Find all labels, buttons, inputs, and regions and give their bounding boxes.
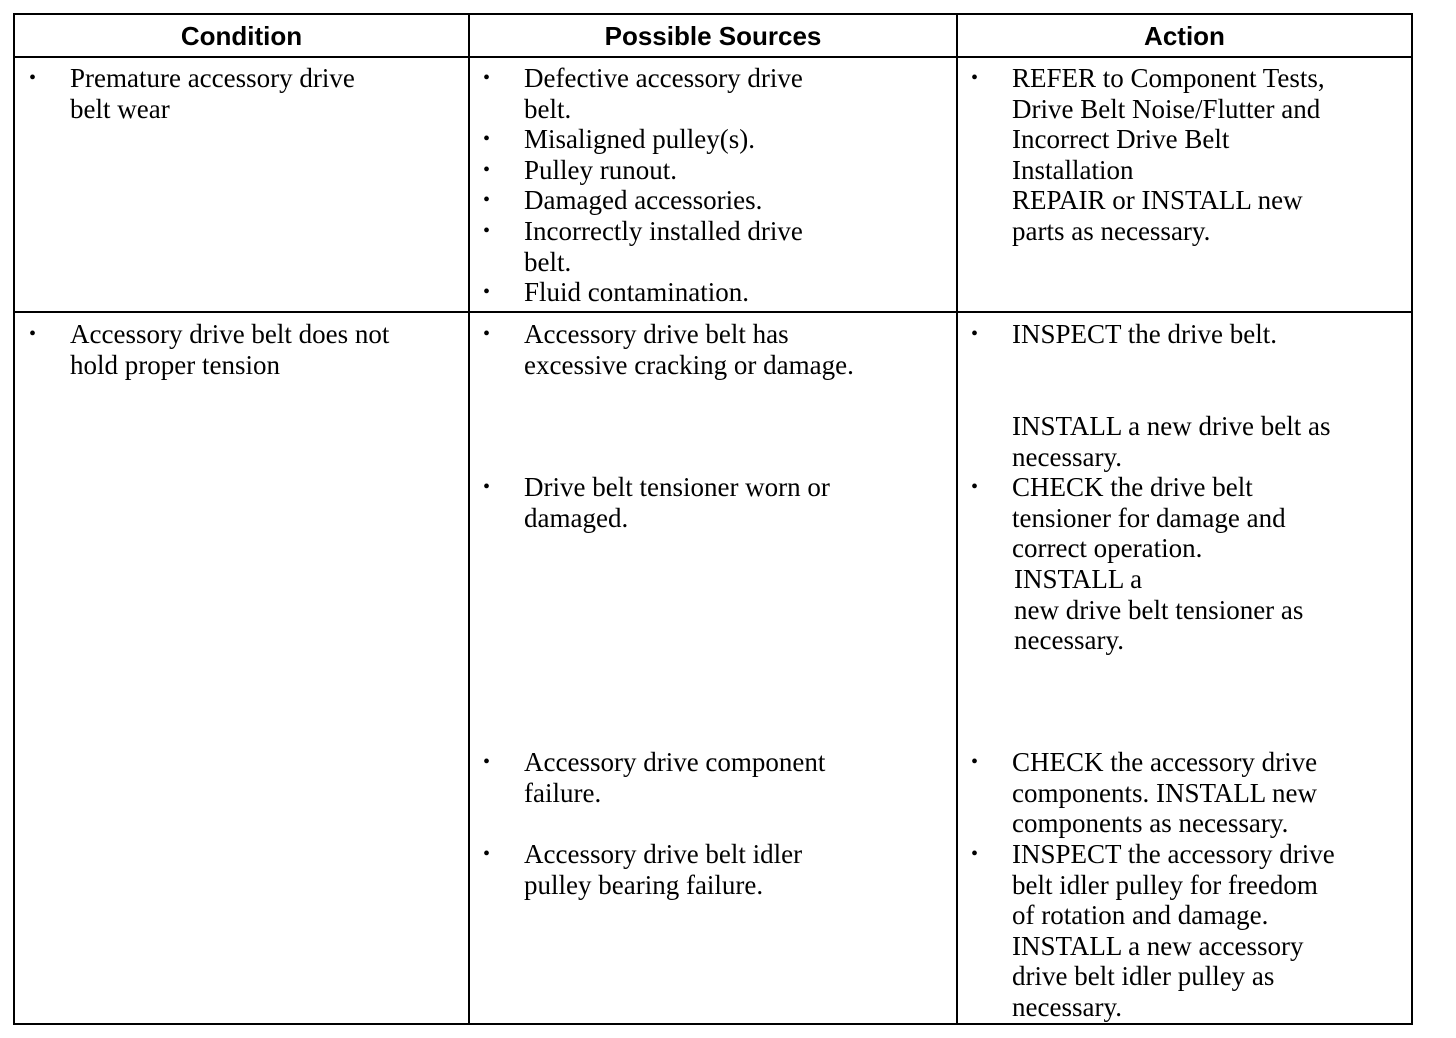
bullet-icon: • (483, 751, 491, 773)
row-2-action-1-followup: INSTALL a new drive belt as necessary. (1012, 411, 1331, 472)
bullet-icon: • (483, 220, 491, 242)
header-divider (15, 56, 1411, 58)
row-divider (15, 311, 1411, 313)
row-2-source-1: Accessory drive belt has excessive cracking or damage. (524, 319, 854, 380)
row-2-source-3: Accessory drive component failure. (524, 747, 826, 808)
row-2-action-2-followup: INSTALL a new drive belt tensioner as necessary. (1014, 564, 1304, 656)
row-2-action-3: CHECK the accessory drive components. INSTALL new components as necessary. (1012, 747, 1318, 839)
troubleshooting-table (13, 13, 1413, 1025)
row-2-action-2: CHECK the drive belt tensioner for damage and correct operation. (1012, 472, 1286, 564)
row-2-source-4: Accessory drive belt idler pulley bearing failure. (524, 839, 803, 900)
row-1-condition: Premature accessory drive belt wear (70, 63, 355, 124)
header-possible-sources: Possible Sources (604, 21, 822, 51)
bullet-icon: • (29, 323, 37, 345)
header-action: Action (1144, 21, 1225, 51)
bullet-icon: • (971, 751, 979, 773)
row-1-action-1: REFER to Component Tests, Drive Belt Noise/Flutter and Incorrect Drive Belt Installation REPAIR or INSTALL new parts as necessary. (1012, 63, 1325, 246)
bullet-icon: • (483, 476, 491, 498)
column-divider (956, 15, 958, 1023)
row-2-action-4: INSPECT the accessory drive belt idler pulley for freedom of rotation and damage. INSTALL a new accessory drive belt idler pulley as necessary. (1012, 839, 1335, 1022)
bullet-icon: • (971, 476, 979, 498)
bullet-icon: • (483, 281, 491, 303)
bullet-icon: • (483, 189, 491, 211)
row-2-condition: Accessory drive belt does not hold proper tension (70, 319, 390, 380)
bullet-icon: • (483, 128, 491, 150)
bullet-icon: • (483, 843, 491, 865)
row-1-source-3: Pulley runout. (524, 155, 677, 185)
column-divider (468, 15, 470, 1023)
row-1-source-5: Incorrectly installed drive belt. (524, 216, 803, 277)
bullet-icon: • (29, 67, 37, 89)
bullet-icon: • (971, 67, 979, 89)
row-1-source-4: Damaged accessories. (524, 185, 763, 215)
bullet-icon: • (483, 159, 491, 181)
header-condition: Condition (180, 21, 303, 51)
bullet-icon: • (971, 843, 979, 865)
bullet-icon: • (483, 67, 491, 89)
row-1-source-1: Defective accessory drive belt. (524, 63, 803, 124)
row-1-source-6: Fluid contamination. (524, 277, 749, 307)
bullet-icon: • (483, 323, 491, 345)
row-1-source-2: Misaligned pulley(s). (524, 124, 755, 154)
row-2-source-2: Drive belt tensioner worn or damaged. (524, 472, 830, 533)
bullet-icon: • (971, 323, 979, 345)
row-2-action-1: INSPECT the drive belt. (1012, 319, 1277, 349)
